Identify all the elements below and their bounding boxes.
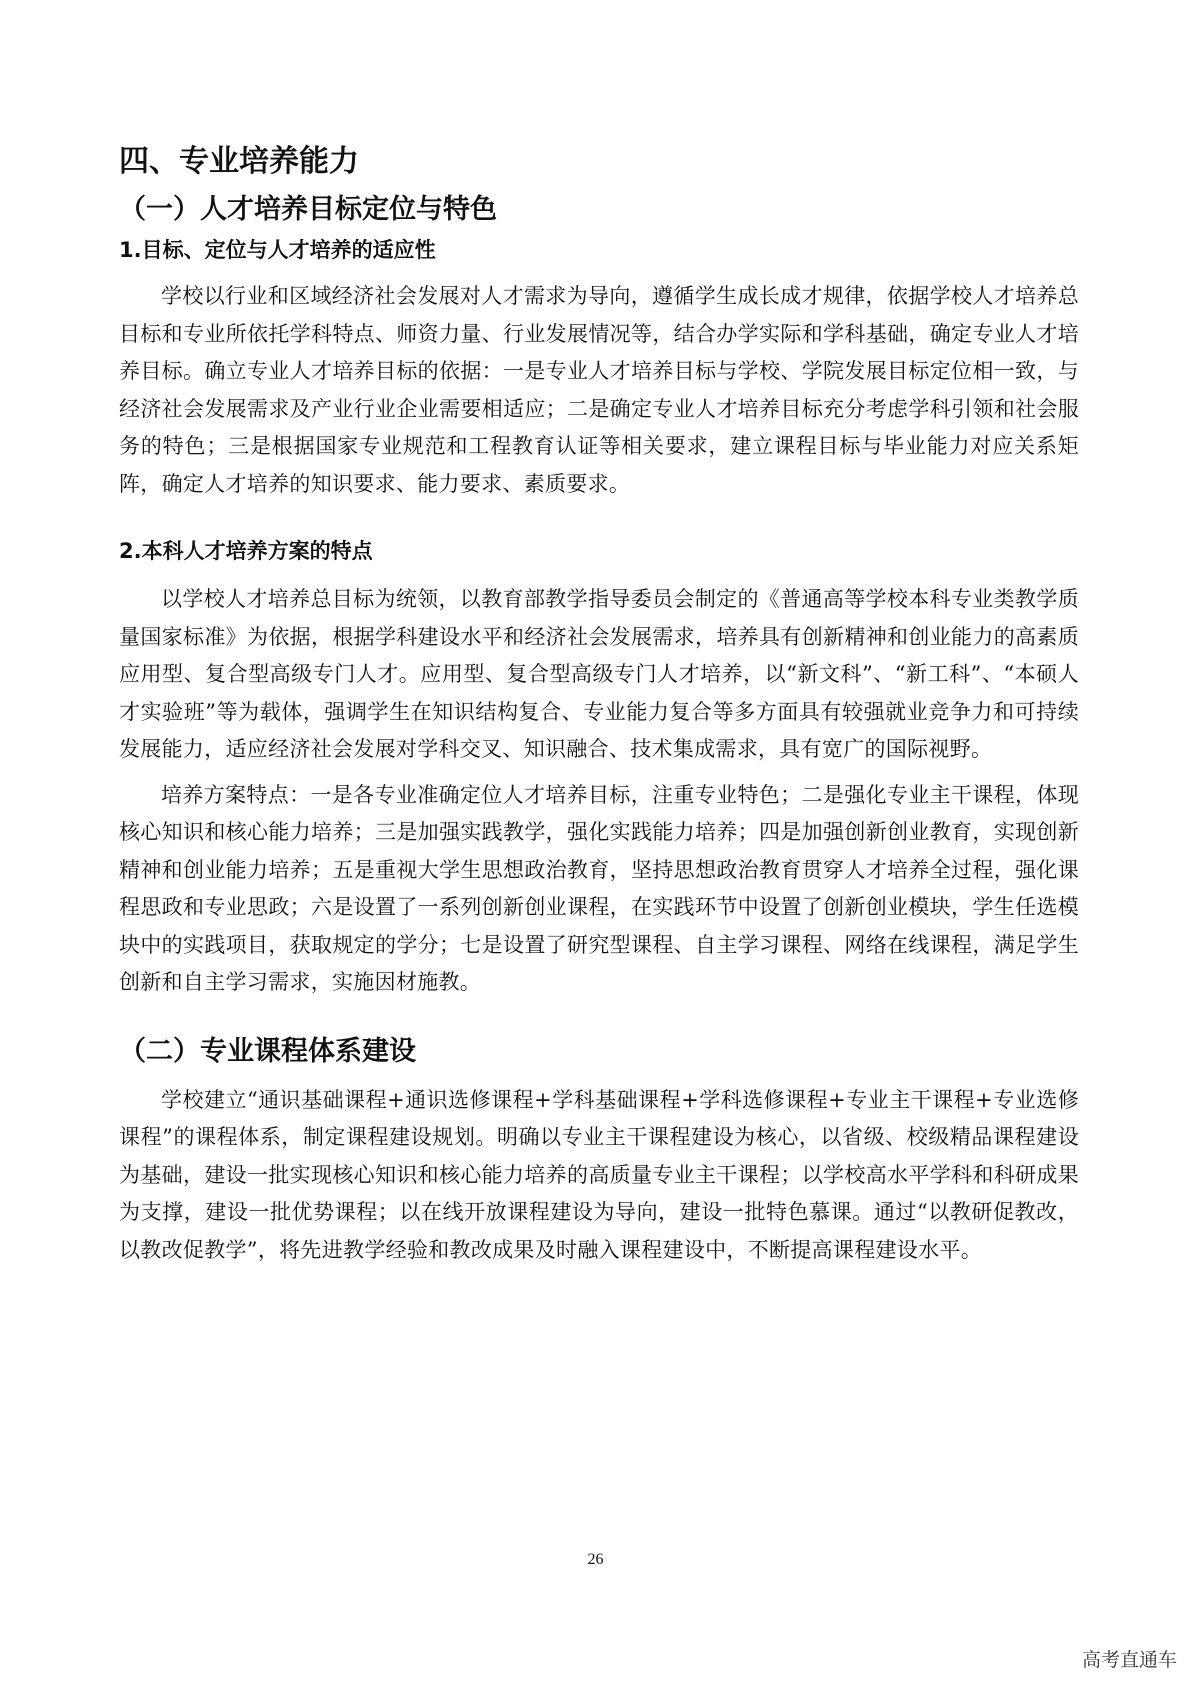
item-1-title: 1.目标、定位与人才培养的适应性 [119,238,436,262]
watermark-text: 高考直通车 [1081,1649,1177,1671]
item-2-paragraph-2: 培养方案特点：一是各专业准确定位人才培养目标，注重专业特色；二是强化专业主干课程，体现核心知识和核心能力培养；三是加强实践教学，强化实践能力培养；四是加强创新创业教育，实现创新精神和创业能力培养；五是重视大学生思想政治教育，坚持思想政治教育贯穿人才培养全过程，强化课程思政和专业思政；六是设置了一系列创新创业课程，在实践环节中设置了创新创业模块，学生任选模块中的实践项目，获取规定的学分；七是设置了研究型课程、自主学习课程、网络在线课程，满足学生创新和自主学习需求，实施因材施教。 [119,782,1079,994]
subsection-1-title: （一）人才培养目标定位与特色 [119,194,497,225]
section-title: 四、专业培养能力 [119,144,359,179]
subsection-2-title: （二）专业课程体系建设 [119,1035,416,1067]
item-1-paragraph: 学校以行业和区域经济社会发展对人才需求为导向，遵循学生成长成才规律，依据学校人才培养总目标和专业所依托学科特点、师资力量、行业发展情况等，结合办学实际和学科基础，确定专业人才培养目标。确立专业人才培养目标的依据：一是专业人才培养目标与学校、学院发展目标定位相一致，与经济社会发展需求及产业行业企业需要相适应；二是确定专业人才培养目标充分考虑学科引领和社会服务的特色；三是根据国家专业规范和工程教育认证等相关要求，建立课程目标与毕业能力对应关系矩阵，确定人才培养的知识要求、能力要求、素质要求。 [119,284,1079,496]
document-page [119,140,1079,1269]
item-2-title: 2.本科人才培养方案的特点 [119,539,373,563]
page-number: 26 [587,1551,604,1568]
subsection-2-paragraph: 学校建立“通识基础课程+通识选修课程+学科基础课程+学科选修课程+专业主干课程+专业选修课程”的课程体系，制定课程建设规划。明确以专业主干课程建设为核心，以省级、校级精品课程建设为基础，建设一批实现核心知识和核心能力培养的高质量专业主干课程；以学校高水平学科和科研成果为支撑，建设一批优势课程；以在线开放课程建设为导向，建设一批特色慕课。通过“以教研促教改，以教改促教学”，将先进教学经验和教改成果及时融入课程建设中，不断提高课程建设水平。 [119,1087,1079,1262]
item-2-paragraph-1: 以学校人才培养总目标为统领，以教育部教学指导委员会制定的《普通高等学校本科专业类教学质量国家标准》为依据，根据学科建设水平和经济社会发展需求，培养具有创新精神和创业能力的高素质应用型、复合型高级专门人才。应用型、复合型高级专门人才培养，以“新文科”、“新工科”、“本硕人才实验班”等为载体，强调学生在知识结构复合、专业能力复合等多方面具有较强就业竞争力和可持续发展能力，适应经济社会发展对学科交叉、知识融合、技术集成需求，具有宽广的国际视野。 [119,587,1079,761]
